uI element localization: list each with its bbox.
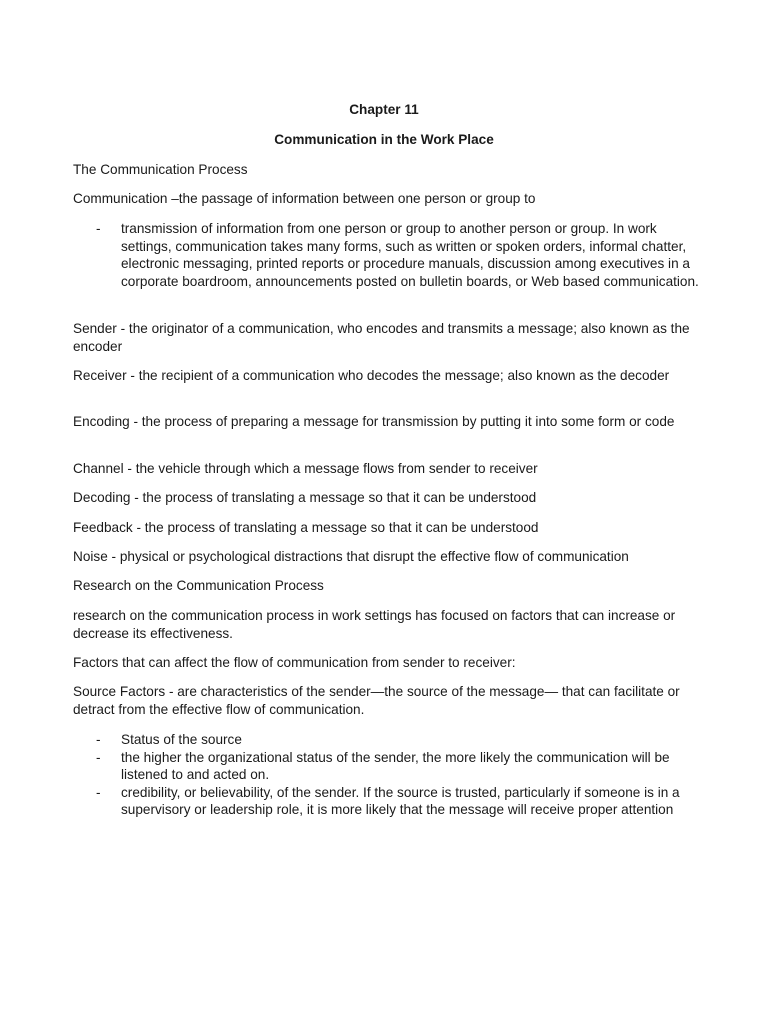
research-heading: Research on the Communication Process [73,578,324,593]
list-item [0,220,701,290]
term-encoding: Encoding - the process of preparing a message for transmission by putting it into some form or code [73,414,675,429]
section-heading: The Communication Process [73,162,248,177]
definition-paragraph: Communication –the passage of information between one person or group to [73,191,536,206]
term-feedback: Feedback - the process of translating a message so that it can be understood [73,520,539,535]
list-item [0,784,701,819]
list-item [0,749,701,784]
bullet-dash: - [96,784,101,800]
bullet-text: Status of the source [121,732,242,747]
term-noise: Noise - physical or psychological distractions that disrupt the effective flow of communication [73,549,629,564]
factors-intro: Factors that can affect the flow of communication from sender to receiver: [73,655,516,670]
bullet-dash: - [96,749,101,765]
term-receiver: Receiver - the recipient of a communication who decodes the message; also known as the decoder [73,368,670,383]
bullet-dash: - [96,732,101,747]
document-title: Communication in the Work Place [274,132,494,147]
bullet-text: credibility, or believability, of the sender. If the source is trusted, particularly if someone is in a supervisory or leadership role, it is more likely that the message will receive proper attention [121,784,680,817]
source-factors-bullet-list [0,731,768,819]
bullet-text: transmission of information from one person or group to another person or group. In work settings, communication takes many forms, such as written or spoken orders, informal chatter, electronic messaging, printed reports or procedure manuals, discussion among executives in a corporate boardroom, announcements posted on bulletin boards, or Web based communication. [121,221,699,289]
source-factors-paragraph: Source Factors - are characteristics of the sender—the source of the message— that can facilitate or detract from the effective flow of communication. [73,684,680,717]
term-channel: Channel - the vehicle through which a message flows from sender to receiver [73,461,538,476]
research-paragraph: research on the communication process in work settings has focused on factors that can increase or decrease its effectiveness. [73,608,676,641]
term-decoding: Decoding - the process of translating a message so that it can be understood [73,490,537,505]
list-item [0,731,701,749]
term-sender: Sender - the originator of a communication, who encodes and transmits a message; also known as the encoder [73,321,690,354]
chapter-label: Chapter 11 [349,102,419,117]
bullet-text: the higher the organizational status of the sender, the more likely the communication will be listened to and acted on. [121,749,670,782]
bullet-dash: - [96,221,101,236]
definition-bullet-list [0,220,768,290]
